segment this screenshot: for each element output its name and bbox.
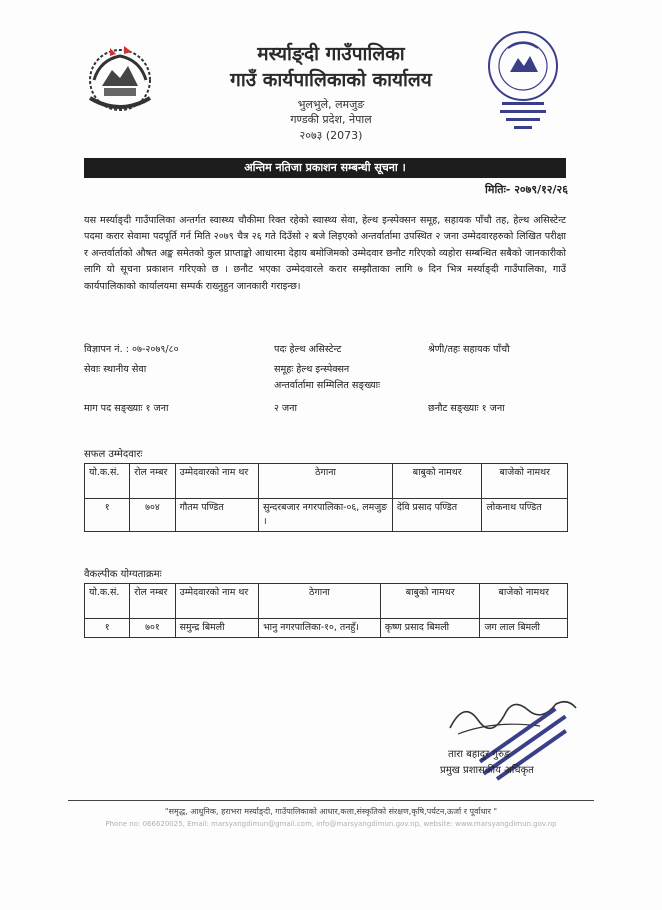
successful-candidates-table xyxy=(84,463,568,532)
col-grandfather: बाजेको नामथर xyxy=(482,464,568,499)
col-name: उम्मेदवारको नाम थर xyxy=(175,464,259,499)
interview-count-label: अन्तर्वार्तामा सम्मिलित सङ्ख्याः xyxy=(274,380,381,391)
col-father: बाबुको नामथर xyxy=(380,584,480,619)
cell-grandfather: लोकनाथ पण्डित xyxy=(482,499,568,532)
col-name: उम्मेदवारको नाम थर xyxy=(175,584,259,619)
successful-candidates-title: सफल उम्मेदवारः xyxy=(84,449,143,460)
table-row xyxy=(85,499,568,532)
post-name: पदः हेल्थ असिस्टेन्ट xyxy=(274,344,342,355)
office-province: गण्डकी प्रदेश, नेपाल xyxy=(290,113,372,126)
notice-date: मितिः- २०७९/१२/२६ xyxy=(485,183,568,196)
cell-address: सुन्दरबजार नगरपालिका-०६, लमजुङ । xyxy=(259,499,393,532)
cell-serial: १ xyxy=(85,619,130,638)
selected-count: छनौट सङ्ख्याः १ जना xyxy=(428,403,505,414)
col-roll: रोल नम्बर xyxy=(130,584,175,619)
office-location: भुलभुले, लमजुङ xyxy=(297,98,365,111)
cell-name: समुन्द्र बिमली xyxy=(175,619,259,638)
office-name: गाउँ कार्यपालिकाको कार्यालय xyxy=(230,69,432,91)
table-header-row xyxy=(85,464,568,499)
col-father: बाबुको नामथर xyxy=(392,464,482,499)
alternate-candidates-title: वैकल्पीक योग्यताक्रमः xyxy=(84,569,162,580)
col-address: ठेगाना xyxy=(259,584,381,619)
table-header-row xyxy=(85,584,568,619)
class-level: श्रेणी/तहः सहायक पाँचौ xyxy=(428,344,510,355)
col-grandfather: बाजेको नामथर xyxy=(480,584,568,619)
cell-grandfather: जग लाल बिमली xyxy=(480,619,568,638)
col-serial: यो.क.सं. xyxy=(85,464,130,499)
table-row xyxy=(85,619,568,638)
footer-contact: Phone no: 066620025, Email: marsyangdimun@gmail.com, info@marsyangdimun.gov.np, website: www.marsyangdimun.gov.np xyxy=(105,820,557,828)
notice-body: यस मर्स्याङ्दी गाउँपालिका अन्तर्गत स्वास्थ्य चौकीमा रिक्त रहेको स्वास्थ्य सेवा, हेल्थ इन्स्पेक्सन समूह, सहायक पाँचौ तह, हेल्थ असिस्टेन्ट पदमा करार सेवामा पदपूर्ति गर्न मिति २०७९ चैत्र २६ गते दिउँसो २ बजे लिइएको अन्तर्वार्तामा उपस्थित २ जना उम्मेदवारहरुको लिखित परीक्षा र अन्तर्वार्ताको औषत अङ्क समेतको कुल प्राप्ताङ्को आधारमा देहाय बमोजिमको उम्मेदवार छनौट गरिएको व्यहोरा सम्बन्धित सबैको जानकारीको लागि यो सूचना प्रकाशन गरिएको छ । छनौट भएका उम्मेदवारले करार सम्झौताका लागि ७ दिन भित्र मर्स्याङ्दी गाउँपालिका, गाउँ कार्यपालिकाको कार्यालयमा सम्पर्क राख्नुहुन जानकारी गराइन्छ। xyxy=(84,215,566,292)
footer-divider xyxy=(68,800,594,801)
col-roll: रोल नम्बर xyxy=(130,464,175,499)
cell-serial: १ xyxy=(85,499,130,532)
notice-title-banner: अन्तिम नतिजा प्रकाशन सम्बन्धी सूचना । xyxy=(84,158,566,178)
cell-father: कृष्ण प्रसाद बिमली xyxy=(380,619,480,638)
col-serial: यो.क.सं. xyxy=(85,584,130,619)
cell-roll: ७०४ xyxy=(130,499,175,532)
service-type: सेवाः स्थानीय सेवा xyxy=(84,364,147,375)
demand-post-count: माग पद सङ्ख्याः १ जना xyxy=(84,403,169,414)
group-name: समूहः हेल्थ इन्स्पेक्सन xyxy=(274,364,350,375)
alternate-candidates-table xyxy=(84,583,568,638)
officer-title: प्रमुख प्रशासकीय अधिकृत xyxy=(440,765,534,776)
advertisement-number: विज्ञापन नं. : ०७-२०७९/८० xyxy=(84,344,179,355)
officer-name: तारा बहादुर गुरुङ xyxy=(448,749,511,760)
participant-count: २ जना xyxy=(274,403,297,414)
col-address: ठेगाना xyxy=(259,464,393,499)
municipality-name: मर्स्याङ्दी गाउँपालिका xyxy=(257,43,405,65)
established-year: २०७३ (2073) xyxy=(299,129,363,142)
cell-father: देवि प्रसाद पण्डित xyxy=(392,499,482,532)
cell-address: भानु नगरपालिका-१०, तनहुँ। xyxy=(259,619,381,638)
footer-slogan: "समृद्ध, आधुनिक, हराभरा मर्स्याङ्दी, गाउँपालिकाको आधार,कला,संस्कृतिको संरक्षण,कृषि,पर्यटन,ऊर्जा र पूर्वाधार " xyxy=(164,807,498,816)
cell-roll: ७०१ xyxy=(130,619,175,638)
cell-name: गौतम पण्डित xyxy=(175,499,259,532)
